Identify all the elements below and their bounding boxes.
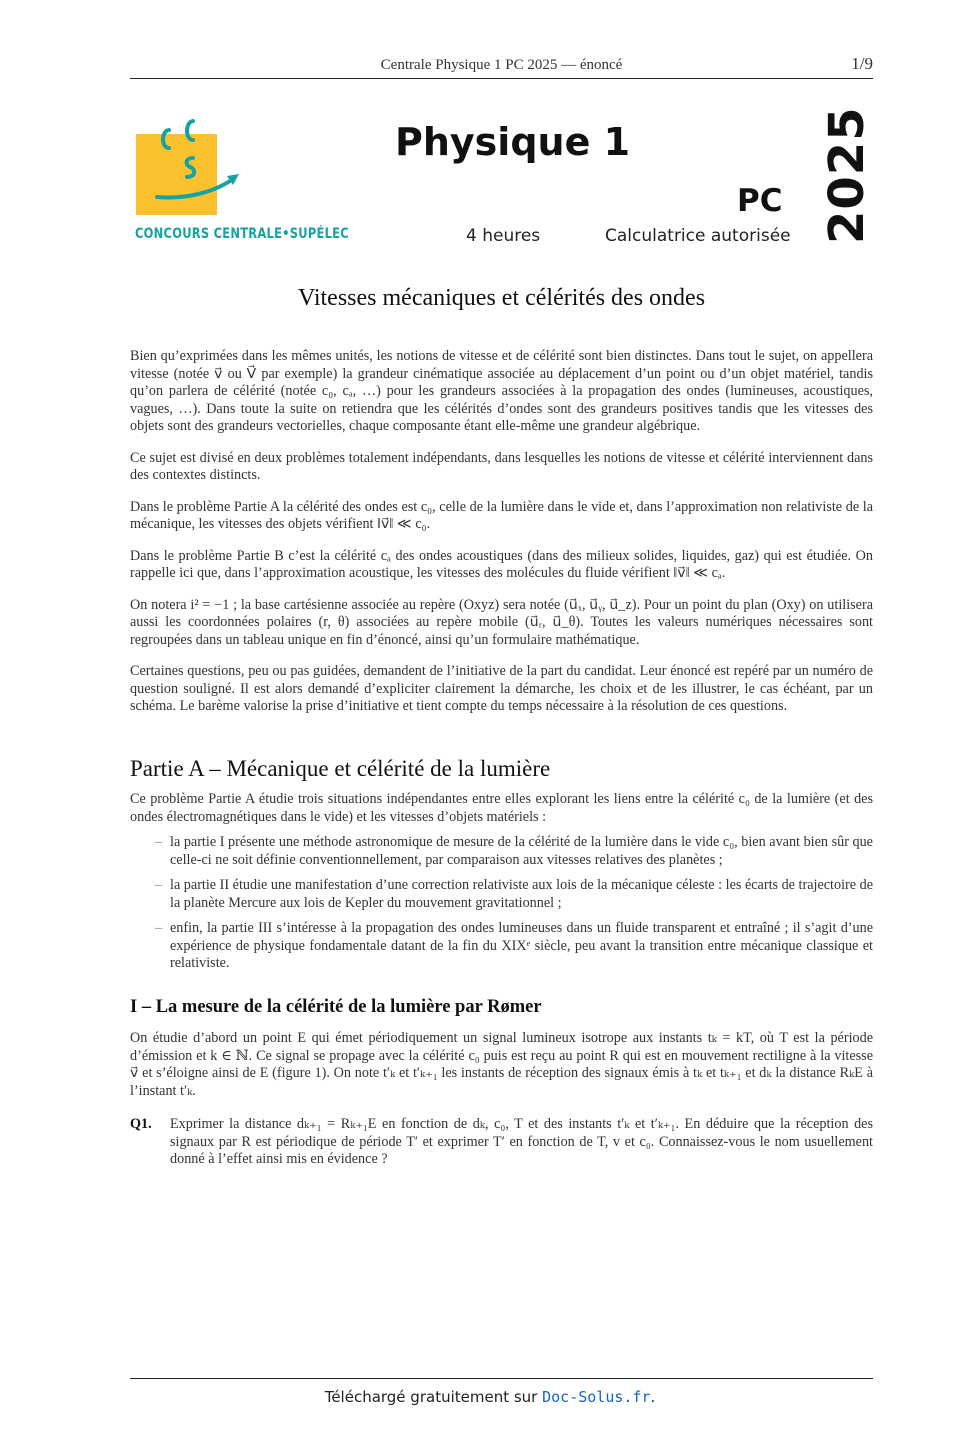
ccs-logo bbox=[135, 118, 349, 248]
page-footer bbox=[0, 1388, 980, 1406]
list-item: – la partie I présente une méthode astronomique de mesure de la célérité de la lumière dans le vide c₀, bien avant bien sûr que celle-ci ne soit définie conventionnellement, par comparaison aux vitesses relatives des planètes ; bbox=[170, 834, 873, 869]
section-i-paragraph: On étudie d’abord un point E qui émet périodiquement un signal lumineux isotrope aux instants tₖ = kT, où T est la période d’émission et k ∈ ℕ. Ce signal se propage avec la célérité c₀ puis est reçu au point R qui est en mouvement rectiligne à la vitesse v⃗ et s’éloigne ainsi de E (figure 1). On note t′ₖ et t′ₖ₊₁ les instants de réception des signaux émis à tₖ et tₖ₊₁ et dₖ la distance RₖE à l’instant t′ₖ. bbox=[130, 1030, 873, 1099]
subject-title: Vitesses mécaniques et célérités des ondes bbox=[297, 285, 706, 311]
doc-solus-link[interactable]: Doc-Solus.fr bbox=[542, 1388, 651, 1406]
document-body bbox=[130, 348, 873, 1169]
part-a-intro: Ce problème Partie A étudie trois situations indépendantes entre elles explorant les liens entre la célérité c₀ de la lumière (et des ondes électromagnétiques dans le vide) et les vitesses d’objets matériels : bbox=[130, 791, 873, 825]
footer-end: . bbox=[650, 1388, 656, 1406]
footer-text: Téléchargé gratuitement sur bbox=[324, 1388, 538, 1406]
part-a-list bbox=[130, 834, 873, 973]
page-number: 1/9 bbox=[851, 54, 873, 73]
exam-duration: 4 heures bbox=[466, 226, 541, 246]
footer-divider bbox=[130, 1378, 873, 1379]
question-text: Exprimer la distance dₖ₊₁ = Rₖ₊₁E en fonction de dₖ, c₀, T et des instants t′ₖ et t′ₖ₊₁. En déduire que la réception des signaux par R est périodique de période T′ et exprimer T′ en fonction de T, v et c₀. Connaissez-vous le nom usuellement donné à l’effet ainsi mis en évidence ? bbox=[170, 1116, 873, 1167]
intro-paragraph: Dans le problème Partie A la célérité des ondes est c₀, celle de la lumière dans le vide et, dans l’approximation non relativiste de la mécanique, les vitesses des objets vérifient ‖v⃗‖ ≪ c₀. bbox=[130, 498, 873, 532]
exam-filiere: PC bbox=[737, 183, 783, 219]
logo-letters-icon bbox=[135, 118, 255, 218]
logo-text: CONCOURS CENTRALE•SUPÉLEC bbox=[135, 226, 349, 242]
header-title: Centrale Physique 1 PC 2025 — énoncé bbox=[380, 57, 623, 73]
question-q1 bbox=[130, 1116, 873, 1169]
intro-paragraph: On notera i² = −1 ; la base cartésienne associée au repère (Oxyz) sera notée (u⃗ₓ, u⃗ᵧ, u⃗_z). Pour un point du plan (Oxy) on utilisera aussi les coordonnées polaires (r, θ) associées au repère mobile (u⃗ᵣ, u⃗_θ). Toutes les valeurs numériques nécessaires sont regroupées dans un tableau unique en fin d’énoncé, ainsi qu’un formulaire mathématique. bbox=[130, 596, 873, 648]
exam-title: Physique 1 bbox=[395, 120, 631, 164]
page-header bbox=[130, 54, 873, 79]
intro-paragraph: Certaines questions, peu ou pas guidées, demandent de l’initiative de la part du candidat. Leur énoncé est repéré par un numéro de question souligné. Il est alors demandé d’expliciter clairement la démarche, les choix et de les illustrer, le cas échéant, par un schéma. Le barème valorise la prise d’initiative et tient compte du temps nécessaire à la résolution de ces questions. bbox=[130, 663, 873, 714]
section-i-title: I – La mesure de la célérité de la lumière par Rømer bbox=[130, 996, 542, 1017]
list-item: – la partie II étudie une manifestation d’une correction relativiste aux lois de la mécanique céleste : les écarts de trajectoire de la planète Mercure aux lois de Kepler du mouvement gravitationnel ; bbox=[170, 877, 873, 912]
exam-year: 2025 bbox=[819, 106, 875, 244]
part-a-title: Partie A – Mécanique et célérité de la lumière bbox=[130, 755, 551, 781]
list-item: – enfin, la partie III s’intéresse à la propagation des ondes lumineuses dans un fluide transparent et entraîné ; il s’agit d’une expérience de physique fondamentale datant de la fin du XIXᵉ siècle, peu avant la transition entre mécanique classique et relativiste. bbox=[170, 920, 873, 973]
intro-paragraph: Dans le problème Partie B c’est la célérité cₐ des ondes acoustiques (dans des milieux solides, liquides, gaz) qui est étudiée. On rappelle ici que, dans l’approximation acoustique, les vitesses des molécules du fluide vérifient ‖v⃗‖ ≪ cₐ. bbox=[130, 547, 873, 581]
intro-paragraph: Ce sujet est divisé en deux problèmes totalement indépendants, dans lesquelles les notions de vitesse et célérité interviennent dans des contextes distincts. bbox=[130, 449, 873, 483]
exam-calculator: Calculatrice autorisée bbox=[605, 226, 791, 246]
question-number: Q1. bbox=[130, 1116, 152, 1132]
intro-paragraph: Bien qu’exprimées dans les mêmes unités, les notions de vitesse et de célérité sont bien distinctes. Dans tout le sujet, on appellera vitesse (notée v⃗ ou V⃗ par exemple) la grandeur cinématique associée au déplacement d’un point ou d’un objet matériel, tandis qu’on parlera de célérité (notée c₀, cₐ, …) pour les grandeurs associées à la propagation des ondes (lumineuses, acoustiques, vagues, …). Dans toute la suite on retiendra que les célérités d’ondes sont des grandeurs positives tandis que les vitesses des objets sont des grandeurs vectorielles, chaque composante étant elle-même une grandeur algébrique. bbox=[130, 348, 873, 434]
